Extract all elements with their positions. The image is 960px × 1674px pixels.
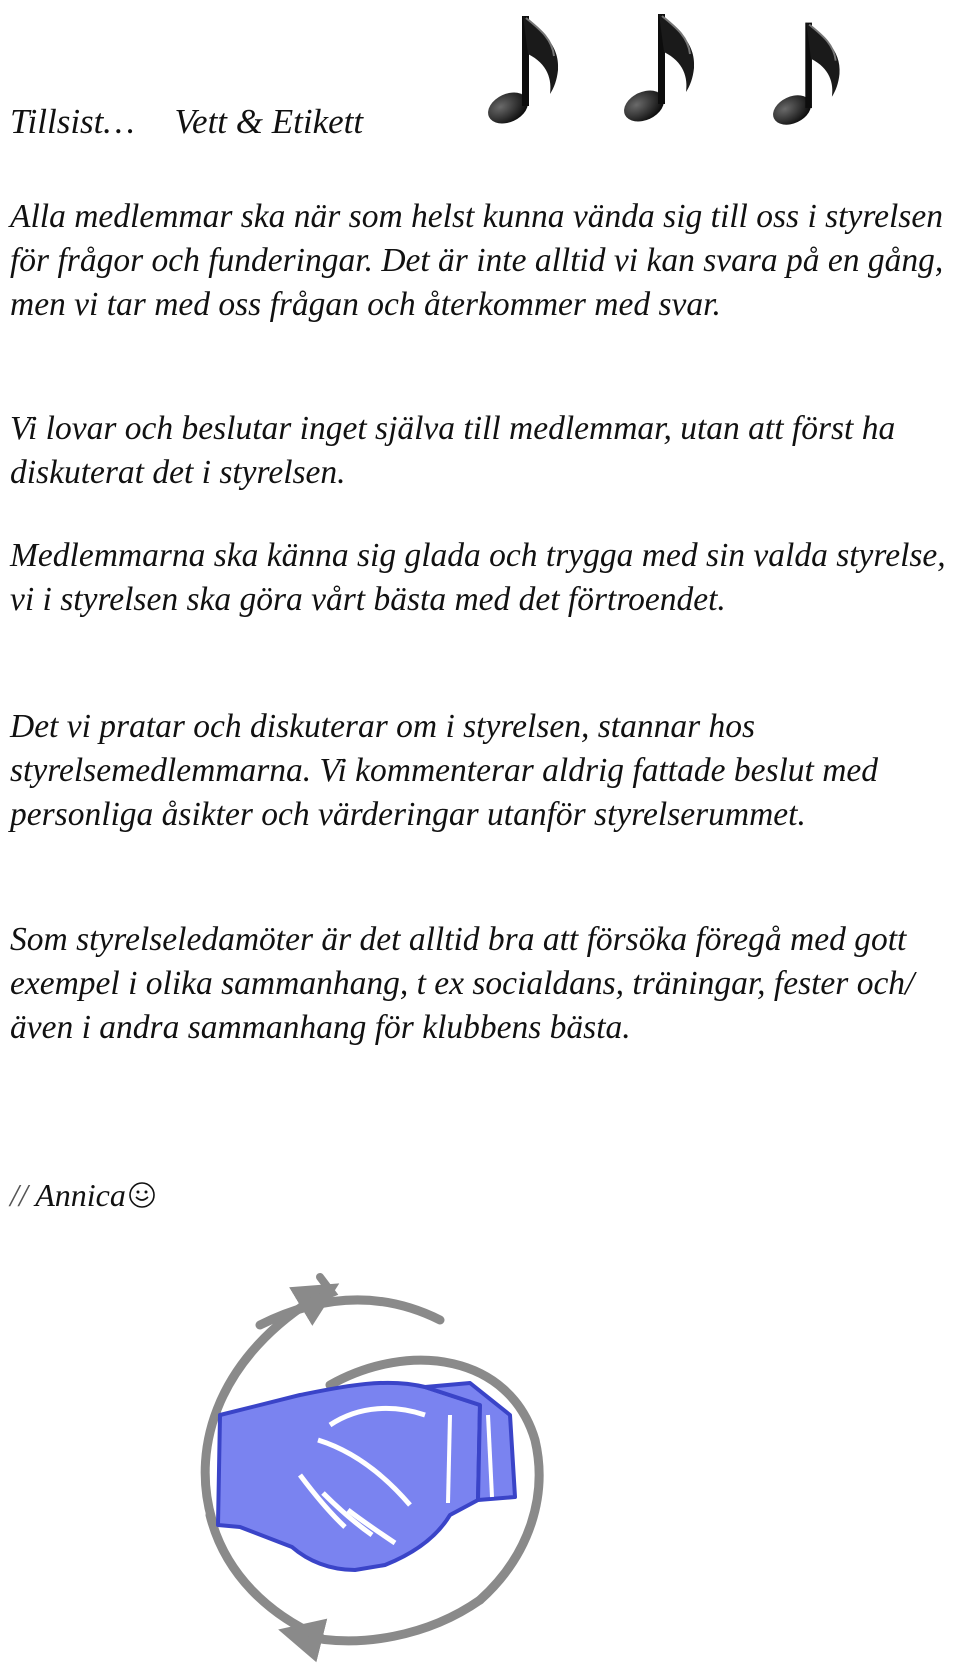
- paragraph-confidentiality: Det vi pratar och diskuterar om i styrelsen, stannar hos styrelsemedlemmarna. Vi kommenterar aldrig fattade beslut med personliga åsikter och värderingar utanför styrelserummet.: [10, 708, 879, 833]
- handshake-icon: [218, 1383, 515, 1570]
- signature-name: Annica: [35, 1177, 126, 1213]
- music-note-icon: [768, 23, 839, 131]
- music-note-icon: [619, 14, 694, 128]
- title-left: Tillsist…: [10, 102, 135, 141]
- handshake-logo: [180, 1265, 570, 1665]
- paragraph-example: Som styrelseledamöter är det alltid bra att försöka föregå med gott exempel i olika sammanhang, t ex socialdans, träningar, fester och/även i andra sammanhang för klubbens bästa.: [10, 921, 915, 1046]
- music-note-icon: [483, 16, 558, 130]
- music-notes-decoration: [480, 0, 900, 140]
- paragraph-contact: Alla medlemmar ska när som helst kunna vända sig till oss i styrelsen för frågor och funderingar. Det är inte alltid vi kan svara på en gång, men vi tar med oss frågan och återkommer med svar.: [10, 198, 944, 323]
- title-right: Vett & Etikett: [174, 102, 364, 141]
- page-title: [10, 100, 363, 144]
- signature: [10, 1175, 156, 1215]
- signature-slash: //: [10, 1177, 28, 1213]
- smiley-icon: [128, 1181, 156, 1209]
- paragraph-trust: Medlemmarna ska känna sig glada och trygga med sin valda styrelse, vi i styrelsen ska göra vårt bästa med det förtroendet.: [10, 537, 946, 618]
- paragraph-decisions: Vi lovar och beslutar inget själva till medlemmar, utan att först ha diskuterat det i styrelsen.: [10, 410, 896, 491]
